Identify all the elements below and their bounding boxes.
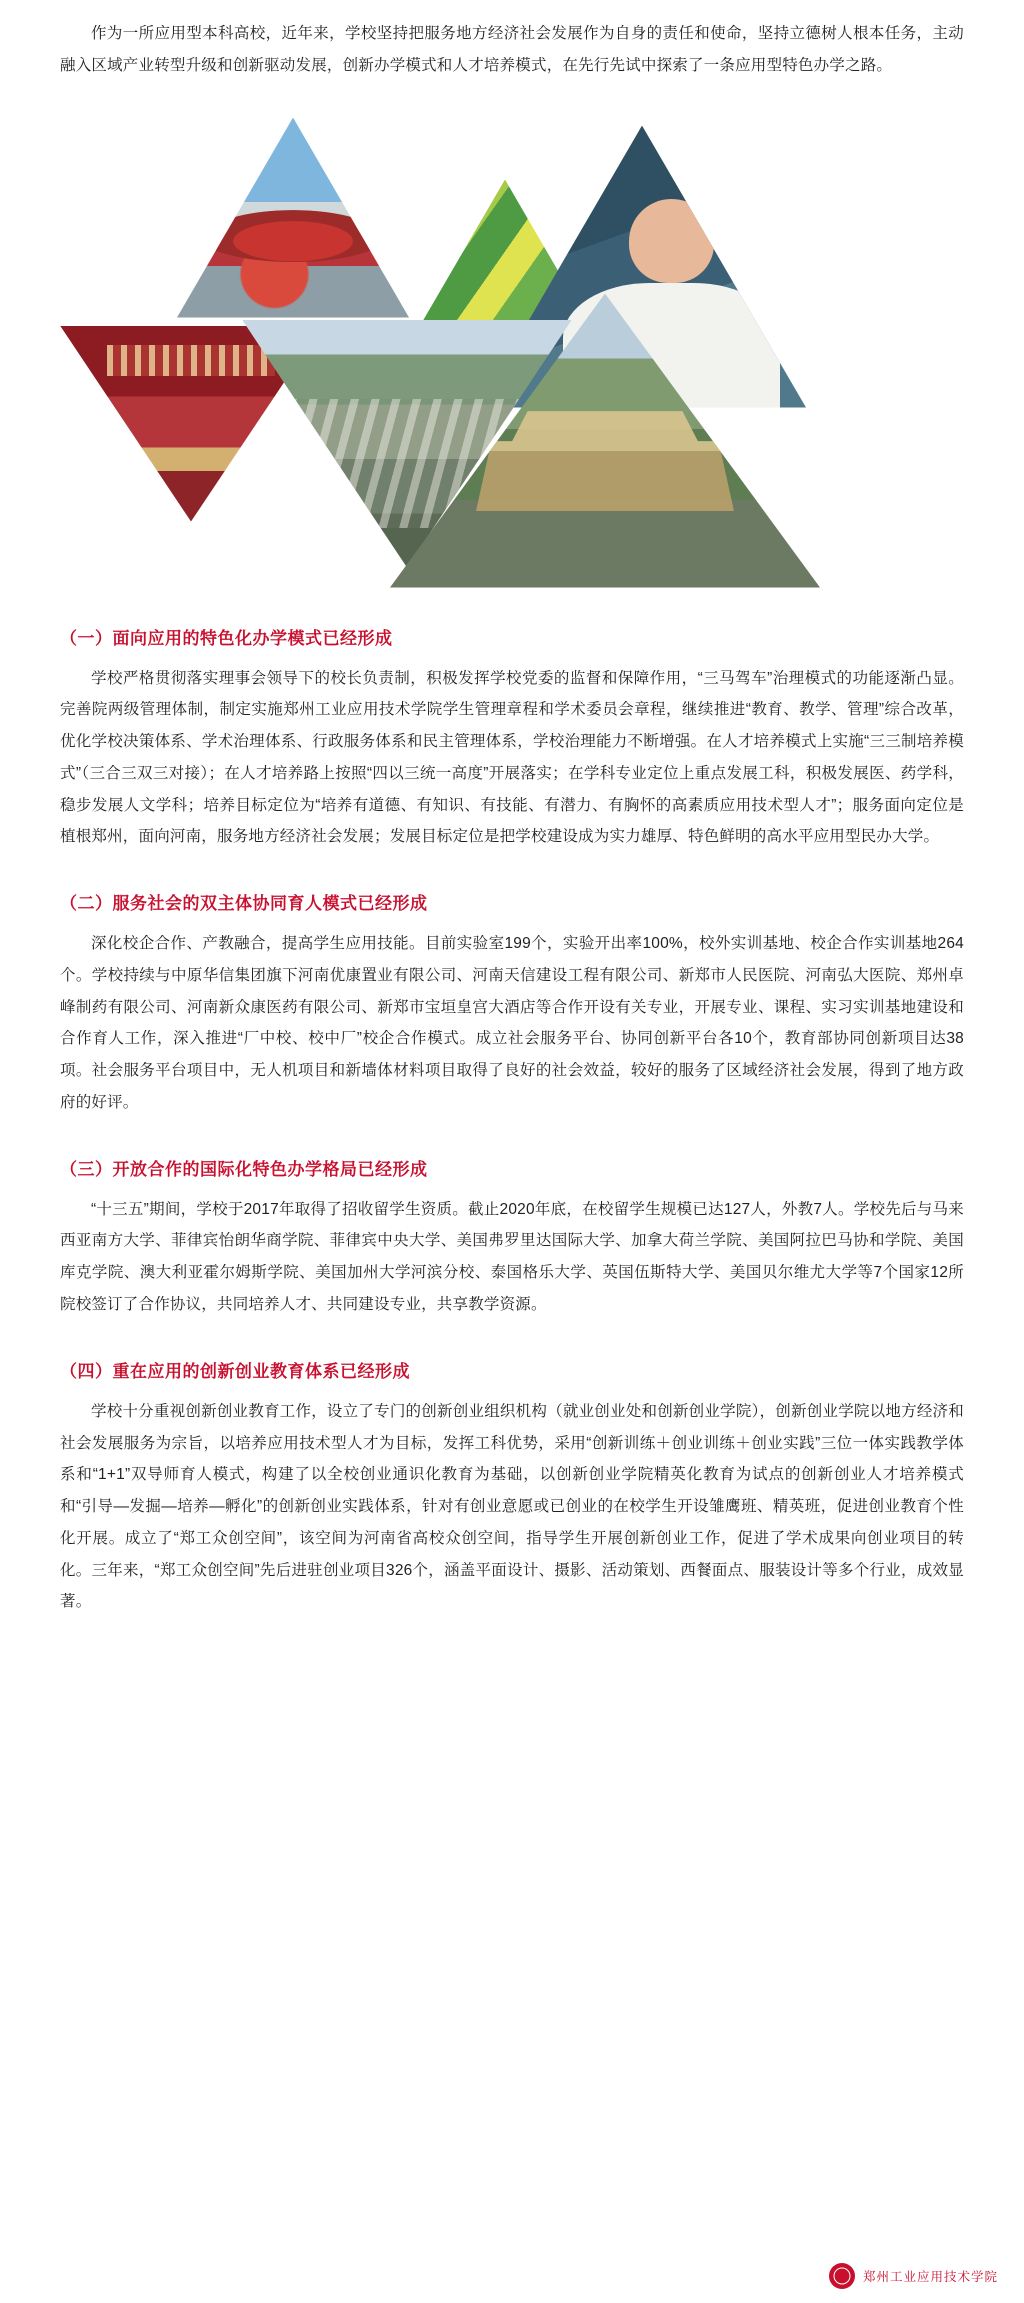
section-heading-1: （一）面向应用的特色化办学模式已经形成: [60, 628, 393, 648]
footer-institution-name: 郑州工业应用技术学院: [862, 2270, 998, 2284]
section-paragraph-3: “十三五”期间，学校于2017年取得了招收留学生资质。截止2020年底，在校留学生规模已达127人，外教7人。学校先后与马来西亚南方大学、菲律宾怡朗华商学院、菲律宾中央大学、美国弗罗里达国际大学、加拿大荷兰学院、美国阿拉巴马协和学院、美国库克学院、澳大利亚霍尔姆斯学院、美国加州大学河滨分校、泰国格乐大学、英国伍斯特大学、美国贝尔维尤大学等7个国家12所院校签订了合作协议，共同培养人才、共同建设专业，共享教学资源。: [60, 1200, 964, 1314]
page-footer: [829, 2263, 998, 2289]
university-emblem-icon: [829, 2263, 855, 2289]
section-paragraph-2: 深化校企合作、产教融合，提高学生应用技能。目前实验室199个，实验开出率100%，校外实训基地、校企合作实训基地264个。学校持续与中原华信集团旗下河南优康置业有限公司、河南天信建设工程有限公司、新郑市人民医院、河南弘大医院、郑州卓峰制药有限公司、河南新众康医药有限公司、新郑市宝垣皇宫大酒店等合作开设有关专业，开展专业、课程、实习实训基地建设和合作育人工作，深入推进“厂中校、校中厂”校企合作模式。成立社会服务平台、协同创新平台各10个，教育部协同创新项目达38项。社会服务平台项目中，无人机项目和新墙体材料项目取得了良好的社会效益，较好的服务了区域经济社会发展，得到了地方政府的好评。: [60, 935, 964, 1111]
section-paragraph-1: 学校严格贯彻落实理事会领导下的校长负责制，积极发挥学校党委的监督和保障作用，“三马驾车”治理模式的功能逐渐凸显。完善院两级管理体制，制定实施郑州工业应用技术学院学生管理章程和学术委员会章程，继续推进“教育、教学、管理”综合改革，优化学校决策体系、学术治理体系、行政服务体系和民主管理体系，学校治理能力不断增强。在人才培养模式上实施“三三制培养模式”（三合三双三对接）；在人才培养路上按照“四以三统一高度”开展落实；在学科专业定位上重点发展工科，积极发展医、药学科，稳步发展人文学科；培养目标定位为“培养有道德、有知识、有技能、有潜力、有胸怀的高素质应用技术型人才”；服务面向定位是植根郑州，面向河南，服务地方经济社会发展；发展目标定位是把学校建设成为实力雄厚、特色鲜明的高水平应用型民办大学。: [60, 669, 964, 846]
photo-collage: [60, 118, 964, 588]
section-heading-3: （三）开放合作的国际化特色办学格局已经形成: [60, 1159, 428, 1179]
intro-paragraph: 作为一所应用型本科高校，近年来，学校坚持把服务地方经济社会发展作为自身的责任和使命，坚持立德树人根本任务，主动融入区域产业转型升级和创新驱动发展，创新办学模式和人才培养模式，在先行先试中探索了一条应用型特色办学之路。: [60, 25, 964, 74]
section-paragraph-4: 学校十分重视创新创业教育工作，设立了专门的创新创业组织机构（就业创业处和创新创业学院），创新创业学院以地方经济和社会发展服务为宗旨，以培养应用技术型人才为目标，发挥工科优势，采用“创新训练＋创业训练＋创业实践”三位一体实践教学体系和“1+1”双导师育人模式，构建了以全校创业通识化教育为基础，以创新创业学院精英化教育为试点的创新创业人才培养模式和“引导—发掘—培养—孵化”的创新创业实践体系，针对有创业意愿或已创业的在校学生开设雏鹰班、精英班，促进创业教育个性化开展。成立了“郑工众创空间”，该空间为河南省高校众创空间，指导学生开展创新创业工作，促进了学术成果向创业项目的转化。三年来，“郑工众创空间”先后进驻创业项目326个，涵盖平面设计、摄影、活动策划、西餐面点、服装设计等多个行业，成效显著。: [60, 1402, 964, 1611]
section-heading-4: （四）重在应用的创新创业教育体系已经形成: [60, 1361, 410, 1381]
section-heading-2: （二）服务社会的双主体协同育人模式已经形成: [60, 894, 428, 914]
stadium-photo: [177, 118, 409, 318]
